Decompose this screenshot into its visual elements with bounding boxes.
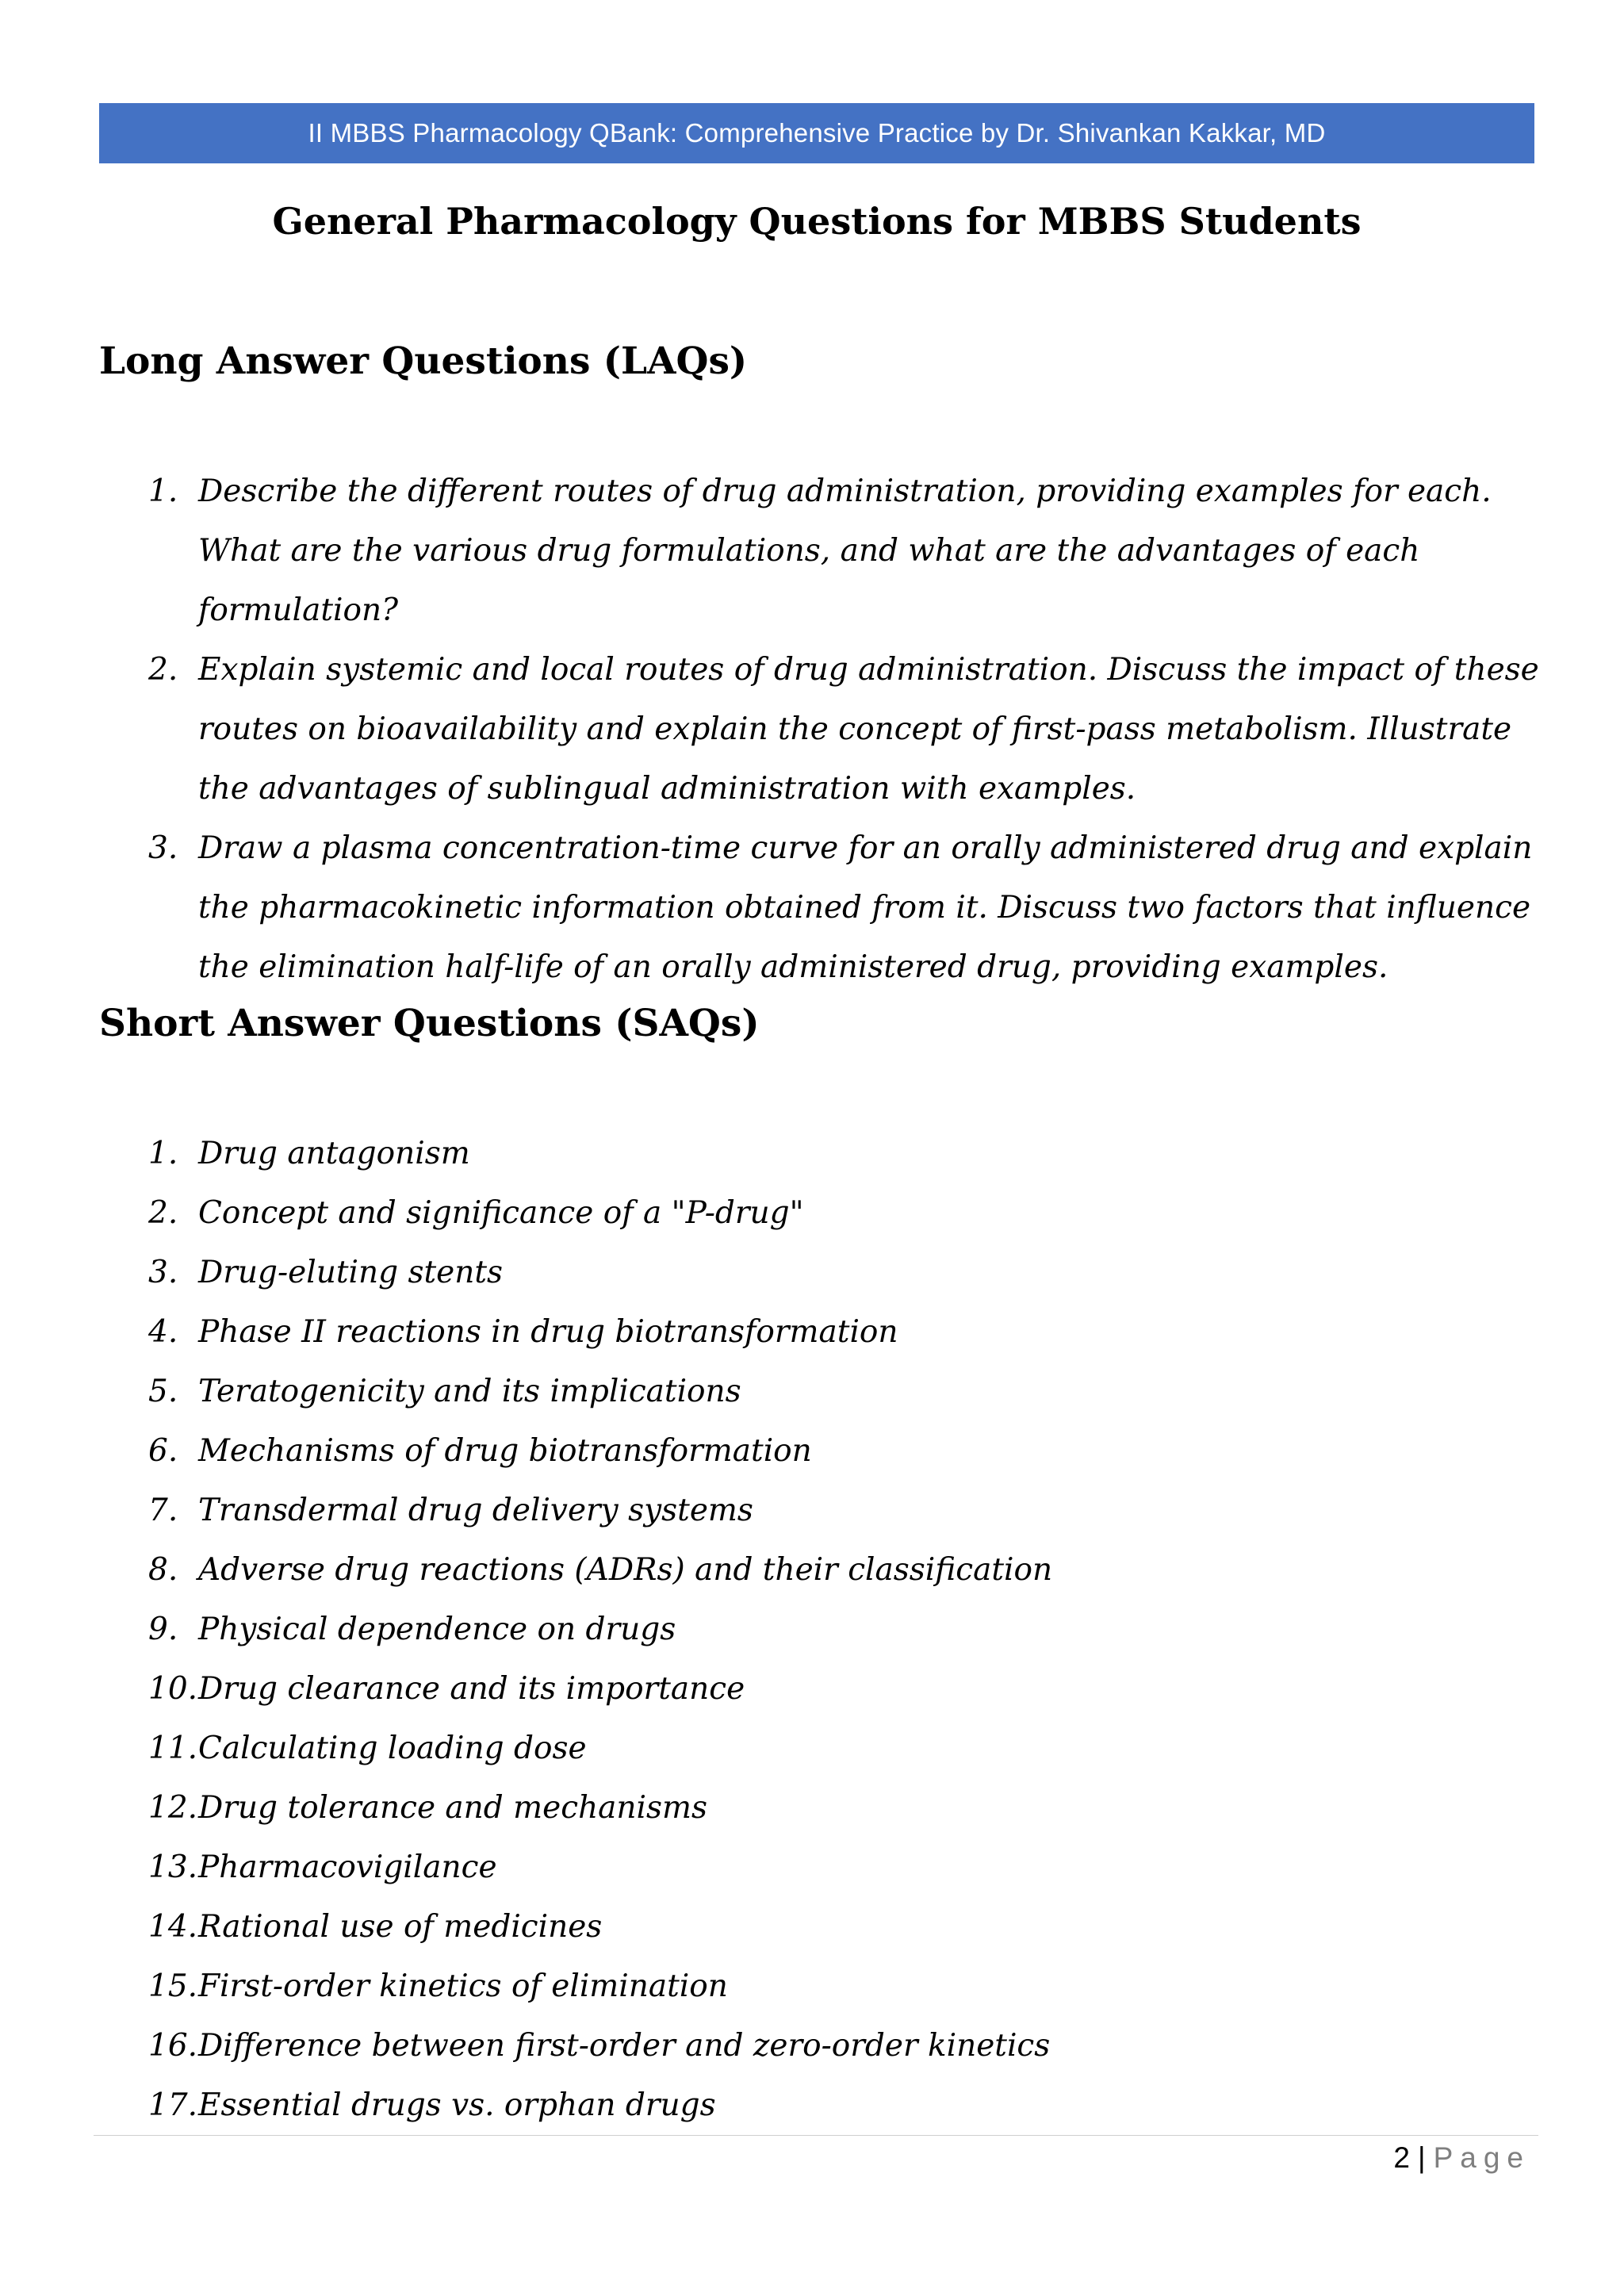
saq-item-number: 2. — [148, 1195, 178, 1231]
footer-separator: | — [1417, 2141, 1426, 2174]
saq-item-text: Transdermal drug delivery systems — [198, 1493, 753, 1528]
laq-item — [0, 640, 1542, 818]
saq-item-text: Drug antagonism — [198, 1136, 470, 1171]
saq-item — [0, 1540, 1542, 1600]
saq-item-number: 16. — [148, 2028, 198, 2064]
saq-item — [0, 1243, 1542, 1302]
laq-heading: Long Answer Questions (LAQs) — [99, 339, 748, 383]
saq-item-text: Physical dependence on drugs — [198, 1612, 676, 1647]
saq-item-text: Pharmacovigilance — [198, 1849, 497, 1885]
saq-list — [0, 1124, 1542, 2135]
laq-item — [0, 462, 1542, 640]
saq-item-number: 4. — [148, 1314, 178, 1350]
saq-item — [0, 2016, 1542, 2076]
laq-item-number: 3. — [148, 830, 178, 866]
saq-item — [0, 1124, 1542, 1183]
page-number: 2 — [1393, 2141, 1410, 2174]
laq-item-number: 1. — [148, 473, 178, 509]
saq-item-number: 14. — [148, 1909, 198, 1945]
saq-item — [0, 1600, 1542, 1659]
saq-item-number: 6. — [148, 1433, 178, 1469]
saq-item-text: Rational use of medicines — [198, 1909, 603, 1945]
saq-item-text: Mechanisms of drug biotransformation — [198, 1433, 812, 1469]
laq-item-text: Draw a plasma concentration-time curve for an orally administered drug and explain the pharmacokinetic information obtained from it. Discuss two factors that influence the elimination half-life of an orally administered drug, providing examples. — [198, 830, 1533, 985]
laq-item — [0, 818, 1542, 997]
saq-item — [0, 1838, 1542, 1897]
saq-item — [0, 1659, 1542, 1719]
saq-item-text: Drug-eluting stents — [198, 1255, 504, 1290]
saq-item — [0, 1362, 1542, 1421]
saq-item-number: 15. — [148, 1968, 198, 2004]
saq-item-number: 12. — [148, 1790, 198, 1826]
saq-item — [0, 1957, 1542, 2016]
laq-item-text: Explain systemic and local routes of drug administration. Discuss the impact of these routes on bioavailability and explain the concept of first-pass metabolism. Illustrate the advantages of sublingual administration with examples. — [198, 652, 1539, 807]
saq-item — [0, 2076, 1542, 2135]
saq-item-text: Adverse drug reactions (ADRs) and their classification — [198, 1552, 1053, 1588]
saq-item-text: Teratogenicity and its implications — [198, 1374, 741, 1409]
saq-item-number: 1. — [148, 1136, 178, 1171]
saq-item-text: Drug tolerance and mechanisms — [198, 1790, 708, 1826]
page-footer — [1393, 2141, 1530, 2175]
saq-item — [0, 1183, 1542, 1243]
header-text: II MBBS Pharmacology QBank: Comprehensive Practice by Dr. Shivankan Kakkar, MD — [308, 118, 1326, 148]
saq-item-number: 9. — [148, 1612, 178, 1647]
saq-item — [0, 1897, 1542, 1957]
saq-item — [0, 1302, 1542, 1362]
saq-item — [0, 1421, 1542, 1481]
laq-list — [0, 462, 1542, 997]
saq-item-number: 5. — [148, 1374, 178, 1409]
saq-item-number: 17. — [148, 2087, 198, 2123]
saq-item-number: 10. — [148, 1671, 198, 1707]
saq-item-text: First-order kinetics of elimination — [198, 1968, 728, 2004]
saq-item — [0, 1481, 1542, 1540]
saq-item-text: Phase II reactions in drug biotransformation — [198, 1314, 898, 1350]
laq-item-number: 2. — [148, 652, 178, 688]
saq-item-number: 8. — [148, 1552, 178, 1588]
header-band — [99, 103, 1534, 163]
page-title: General Pharmacology Questions for MBBS Students — [272, 200, 1362, 243]
saq-item — [0, 1778, 1542, 1838]
saq-item-number: 7. — [148, 1493, 178, 1528]
saq-item-number: 11. — [148, 1731, 198, 1766]
saq-item-text: Drug clearance and its importance — [198, 1671, 745, 1707]
page-label: Page — [1433, 2141, 1530, 2174]
saq-item-number: 13. — [148, 1849, 198, 1885]
saq-item-text: Essential drugs vs. orphan drugs — [198, 2087, 716, 2123]
saq-item — [0, 1719, 1542, 1778]
saq-item-text: Concept and significance of a "P-drug" — [198, 1195, 804, 1231]
saq-item-number: 3. — [148, 1255, 178, 1290]
saq-item-text: Difference between first-order and zero-order kinetics — [198, 2028, 1051, 2064]
footer-divider — [94, 2135, 1538, 2136]
saq-item-text: Calculating loading dose — [198, 1731, 587, 1766]
saq-heading: Short Answer Questions (SAQs) — [99, 1002, 760, 1045]
laq-item-text: Describe the different routes of drug administration, providing examples for each. What are the various drug formulations, and what are the advantages of each formulation? — [198, 473, 1492, 628]
